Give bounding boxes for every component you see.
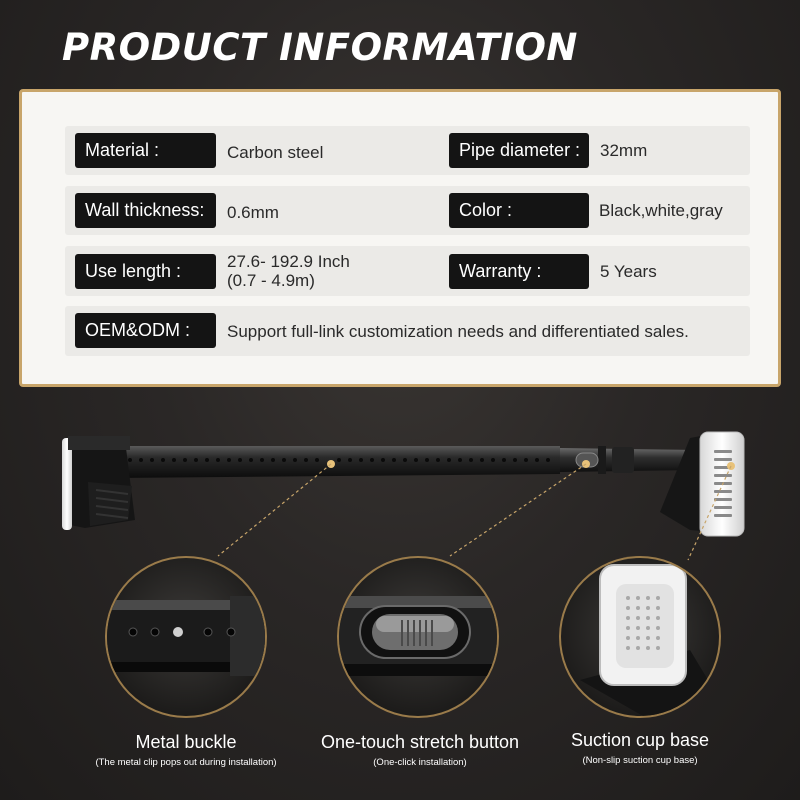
use-length-value-line1: 27.6- 192.9 Inch — [227, 252, 350, 271]
oem-odm-value: Support full-link customization needs and differentiated sales. — [227, 322, 689, 341]
page-title: PRODUCT INFORMATION — [62, 26, 578, 69]
oem-odm-label: OEM&ODM : — [75, 313, 216, 348]
color-value: Black,white,gray — [599, 201, 723, 220]
use-length-label: Use length : — [75, 254, 216, 289]
suction-cup-subtitle: (Non-slip suction cup base) — [582, 755, 698, 766]
material-value: Carbon steel — [227, 143, 324, 162]
stretch-button-title: One-touch stretch button — [320, 732, 520, 752]
stretch-button-detail — [330, 556, 510, 718]
suction-cup-title: Suction cup base — [570, 730, 710, 750]
pipe-diameter-label: Pipe diameter : — [449, 133, 589, 168]
metal-buckle-detail — [100, 556, 280, 718]
leader-lines — [218, 464, 731, 560]
suction-cup-detail — [559, 556, 721, 720]
warranty-label: Warranty : — [449, 254, 589, 289]
wall-thickness-label: Wall thickness: — [75, 193, 216, 228]
stretch-button-subtitle: (One-click installation) — [373, 757, 467, 768]
use-length-value-line2: (0.7 - 4.9m) — [227, 271, 315, 290]
left-end-cap — [62, 436, 135, 530]
wall-thickness-value: 0.6mm — [227, 203, 279, 222]
warranty-value: 5 Years — [600, 262, 657, 281]
color-label: Color : — [449, 193, 589, 228]
rod — [110, 446, 700, 478]
pipe-diameter-value: 32mm — [600, 141, 648, 160]
metal-buckle-subtitle: (The metal clip pops out during installation) — [95, 757, 277, 768]
right-end-cap — [660, 432, 744, 536]
metal-buckle-title: Metal buckle — [135, 732, 237, 752]
material-label: Material : — [75, 133, 216, 168]
